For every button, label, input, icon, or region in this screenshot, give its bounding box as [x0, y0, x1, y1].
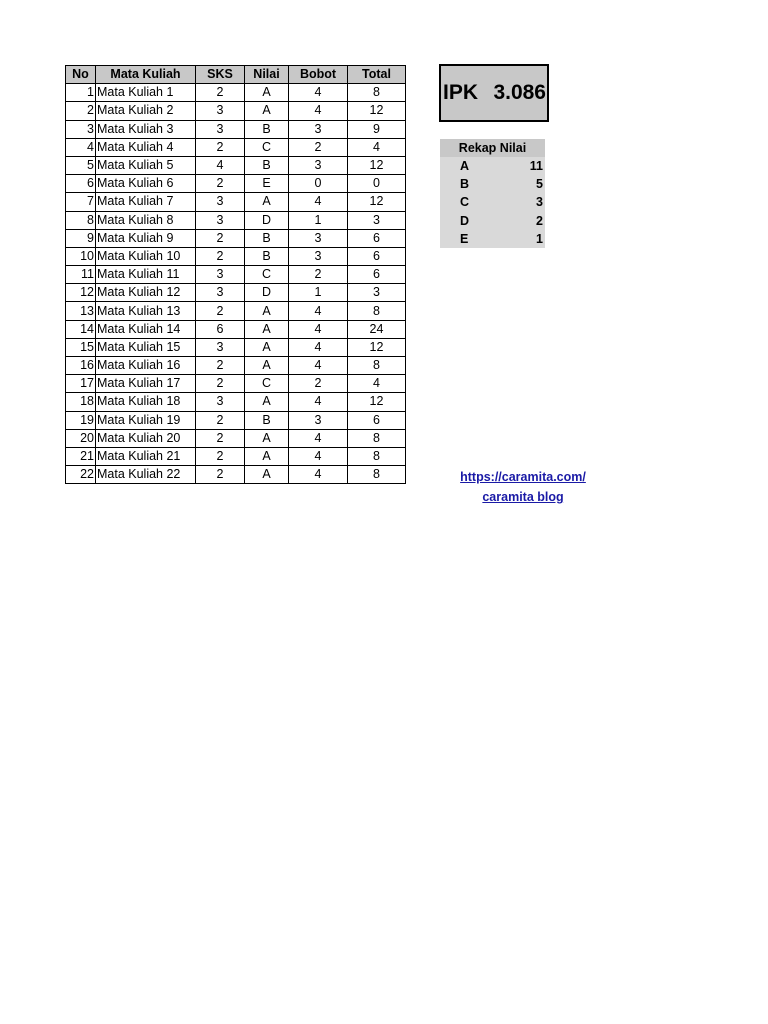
cell-mata-kuliah: Mata Kuliah 19	[96, 411, 196, 429]
cell-sks: 3	[196, 284, 245, 302]
cell-total: 6	[348, 411, 406, 429]
table-row	[66, 102, 406, 120]
cell-no: 12	[66, 284, 96, 302]
header-bobot: Bobot	[289, 66, 348, 84]
cell-total: 8	[348, 447, 406, 465]
rekap-rows	[440, 157, 545, 248]
cell-sks: 2	[196, 302, 245, 320]
cell-nilai: D	[245, 284, 289, 302]
cell-mata-kuliah: Mata Kuliah 10	[96, 247, 196, 265]
cell-mata-kuliah: Mata Kuliah 22	[96, 466, 196, 484]
rekap-row	[440, 193, 545, 211]
cell-sks: 3	[196, 120, 245, 138]
cell-total: 12	[348, 338, 406, 356]
cell-bobot: 2	[289, 138, 348, 156]
cell-sks: 2	[196, 447, 245, 465]
cell-mata-kuliah: Mata Kuliah 8	[96, 211, 196, 229]
cell-bobot: 4	[289, 84, 348, 102]
cell-total: 8	[348, 84, 406, 102]
cell-total: 12	[348, 156, 406, 174]
cell-mata-kuliah: Mata Kuliah 2	[96, 102, 196, 120]
cell-sks: 2	[196, 357, 245, 375]
rekap-count: 5	[536, 177, 543, 192]
cell-bobot: 1	[289, 284, 348, 302]
cell-no: 2	[66, 102, 96, 120]
cell-no: 5	[66, 156, 96, 174]
rekap-row	[440, 212, 545, 230]
cell-mata-kuliah: Mata Kuliah 21	[96, 447, 196, 465]
grades-table-head	[66, 66, 406, 84]
cell-total: 24	[348, 320, 406, 338]
table-row	[66, 247, 406, 265]
table-row	[66, 138, 406, 156]
cell-mata-kuliah: Mata Kuliah 3	[96, 120, 196, 138]
cell-no: 14	[66, 320, 96, 338]
cell-bobot: 3	[289, 247, 348, 265]
cell-bobot: 3	[289, 229, 348, 247]
rekap-nilai-summary	[440, 139, 545, 248]
cell-nilai: C	[245, 138, 289, 156]
cell-sks: 2	[196, 175, 245, 193]
rekap-count: 2	[536, 213, 543, 228]
cell-nilai: A	[245, 320, 289, 338]
table-row	[66, 357, 406, 375]
cell-total: 6	[348, 266, 406, 284]
cell-sks: 2	[196, 229, 245, 247]
table-row	[66, 466, 406, 484]
cell-nilai: A	[245, 357, 289, 375]
table-row	[66, 302, 406, 320]
table-row	[66, 229, 406, 247]
cell-bobot: 4	[289, 466, 348, 484]
cell-mata-kuliah: Mata Kuliah 5	[96, 156, 196, 174]
cell-total: 4	[348, 138, 406, 156]
cell-no: 6	[66, 175, 96, 193]
rekap-count: 11	[529, 159, 543, 173]
table-row	[66, 120, 406, 138]
cell-sks: 2	[196, 411, 245, 429]
cell-bobot: 4	[289, 193, 348, 211]
table-row	[66, 320, 406, 338]
cell-sks: 2	[196, 84, 245, 102]
ipk-value: 3.086	[493, 81, 546, 104]
table-row	[66, 411, 406, 429]
cell-no: 19	[66, 411, 96, 429]
cell-nilai: A	[245, 429, 289, 447]
cell-bobot: 0	[289, 175, 348, 193]
cell-total: 12	[348, 102, 406, 120]
cell-mata-kuliah: Mata Kuliah 17	[96, 375, 196, 393]
cell-total: 4	[348, 375, 406, 393]
cell-total: 3	[348, 211, 406, 229]
cell-total: 6	[348, 229, 406, 247]
rekap-grade: A	[460, 159, 470, 173]
cell-sks: 2	[196, 375, 245, 393]
cell-sks: 3	[196, 102, 245, 120]
cell-mata-kuliah: Mata Kuliah 14	[96, 320, 196, 338]
cell-mata-kuliah: Mata Kuliah 18	[96, 393, 196, 411]
cell-no: 11	[66, 266, 96, 284]
cell-total: 6	[348, 247, 406, 265]
cell-sks: 3	[196, 266, 245, 284]
cell-no: 1	[66, 84, 96, 102]
cell-bobot: 4	[289, 447, 348, 465]
cell-nilai: B	[245, 156, 289, 174]
header-sks: SKS	[196, 66, 245, 84]
header-nilai: Nilai	[245, 66, 289, 84]
cell-nilai: B	[245, 411, 289, 429]
cell-sks: 3	[196, 211, 245, 229]
cell-bobot: 4	[289, 429, 348, 447]
header-row	[66, 66, 406, 84]
cell-no: 18	[66, 393, 96, 411]
cell-mata-kuliah: Mata Kuliah 12	[96, 284, 196, 302]
cell-no: 15	[66, 338, 96, 356]
cell-sks: 3	[196, 338, 245, 356]
rekap-row	[440, 175, 545, 193]
ipk-box	[439, 64, 549, 122]
cell-nilai: A	[245, 102, 289, 120]
cell-sks: 3	[196, 193, 245, 211]
cell-bobot: 1	[289, 211, 348, 229]
cell-nilai: A	[245, 302, 289, 320]
cell-bobot: 2	[289, 375, 348, 393]
cell-no: 10	[66, 247, 96, 265]
table-row	[66, 429, 406, 447]
table-row	[66, 447, 406, 465]
rekap-grade: C	[460, 195, 470, 210]
cell-nilai: A	[245, 393, 289, 411]
cell-no: 17	[66, 375, 96, 393]
cell-sks: 2	[196, 429, 245, 447]
cell-bobot: 4	[289, 320, 348, 338]
rekap-row	[440, 230, 545, 248]
cell-sks: 4	[196, 156, 245, 174]
cell-nilai: A	[245, 84, 289, 102]
cell-sks: 2	[196, 247, 245, 265]
header-total: Total	[348, 66, 406, 84]
cell-mata-kuliah: Mata Kuliah 13	[96, 302, 196, 320]
cell-mata-kuliah: Mata Kuliah 9	[96, 229, 196, 247]
table-row	[66, 175, 406, 193]
cell-total: 12	[348, 193, 406, 211]
cell-total: 8	[348, 429, 406, 447]
cell-nilai: D	[245, 211, 289, 229]
table-row	[66, 284, 406, 302]
cell-sks: 2	[196, 466, 245, 484]
cell-no: 20	[66, 429, 96, 447]
cell-sks: 6	[196, 320, 245, 338]
cell-nilai: B	[245, 247, 289, 265]
cell-bobot: 4	[289, 357, 348, 375]
cell-nilai: E	[245, 175, 289, 193]
rekap-grade: B	[460, 177, 470, 192]
cell-no: 13	[66, 302, 96, 320]
cell-bobot: 4	[289, 393, 348, 411]
grades-table	[65, 65, 406, 484]
caramita-blog-link[interactable]: caramita blog	[482, 490, 564, 504]
table-row	[66, 156, 406, 174]
cell-mata-kuliah: Mata Kuliah 4	[96, 138, 196, 156]
cell-no: 9	[66, 229, 96, 247]
cell-sks: 2	[196, 138, 245, 156]
rekap-count: 1	[536, 231, 543, 246]
cell-mata-kuliah: Mata Kuliah 20	[96, 429, 196, 447]
cell-nilai: B	[245, 229, 289, 247]
table-row	[66, 84, 406, 102]
cell-no: 3	[66, 120, 96, 138]
cell-nilai: B	[245, 120, 289, 138]
cell-total: 12	[348, 393, 406, 411]
cell-bobot: 3	[289, 411, 348, 429]
table-row	[66, 338, 406, 356]
cell-nilai: A	[245, 466, 289, 484]
cell-no: 16	[66, 357, 96, 375]
cell-total: 3	[348, 284, 406, 302]
rekap-grade: D	[460, 213, 470, 228]
rekap-row	[440, 157, 545, 175]
cell-total: 8	[348, 466, 406, 484]
links-block	[450, 467, 596, 507]
cell-no: 4	[66, 138, 96, 156]
cell-nilai: A	[245, 338, 289, 356]
cell-no: 8	[66, 211, 96, 229]
header-no: No	[66, 66, 96, 84]
cell-total: 0	[348, 175, 406, 193]
cell-nilai: C	[245, 375, 289, 393]
cell-no: 21	[66, 447, 96, 465]
cell-no: 22	[66, 466, 96, 484]
table-row	[66, 193, 406, 211]
cell-bobot: 4	[289, 302, 348, 320]
cell-mata-kuliah: Mata Kuliah 15	[96, 338, 196, 356]
cell-mata-kuliah: Mata Kuliah 7	[96, 193, 196, 211]
cell-no: 7	[66, 193, 96, 211]
ipk-label: IPK	[443, 81, 479, 104]
table-row	[66, 393, 406, 411]
table-row	[66, 266, 406, 284]
cell-bobot: 3	[289, 120, 348, 138]
cell-mata-kuliah: Mata Kuliah 1	[96, 84, 196, 102]
header-mata-kuliah: Mata Kuliah	[96, 66, 196, 84]
table-row	[66, 211, 406, 229]
grades-table-body	[66, 84, 406, 484]
cell-nilai: C	[245, 266, 289, 284]
cell-nilai: A	[245, 447, 289, 465]
caramita-url-link[interactable]: https://caramita.com/	[460, 470, 586, 484]
cell-mata-kuliah: Mata Kuliah 11	[96, 266, 196, 284]
cell-mata-kuliah: Mata Kuliah 16	[96, 357, 196, 375]
cell-bobot: 3	[289, 156, 348, 174]
cell-mata-kuliah: Mata Kuliah 6	[96, 175, 196, 193]
cell-nilai: A	[245, 193, 289, 211]
table-row	[66, 375, 406, 393]
rekap-count: 3	[536, 195, 543, 210]
cell-bobot: 2	[289, 266, 348, 284]
cell-total: 9	[348, 120, 406, 138]
cell-sks: 3	[196, 393, 245, 411]
cell-total: 8	[348, 357, 406, 375]
cell-bobot: 4	[289, 338, 348, 356]
cell-bobot: 4	[289, 102, 348, 120]
cell-total: 8	[348, 302, 406, 320]
rekap-grade: E	[460, 231, 469, 246]
rekap-title: Rekap Nilai	[440, 139, 545, 157]
